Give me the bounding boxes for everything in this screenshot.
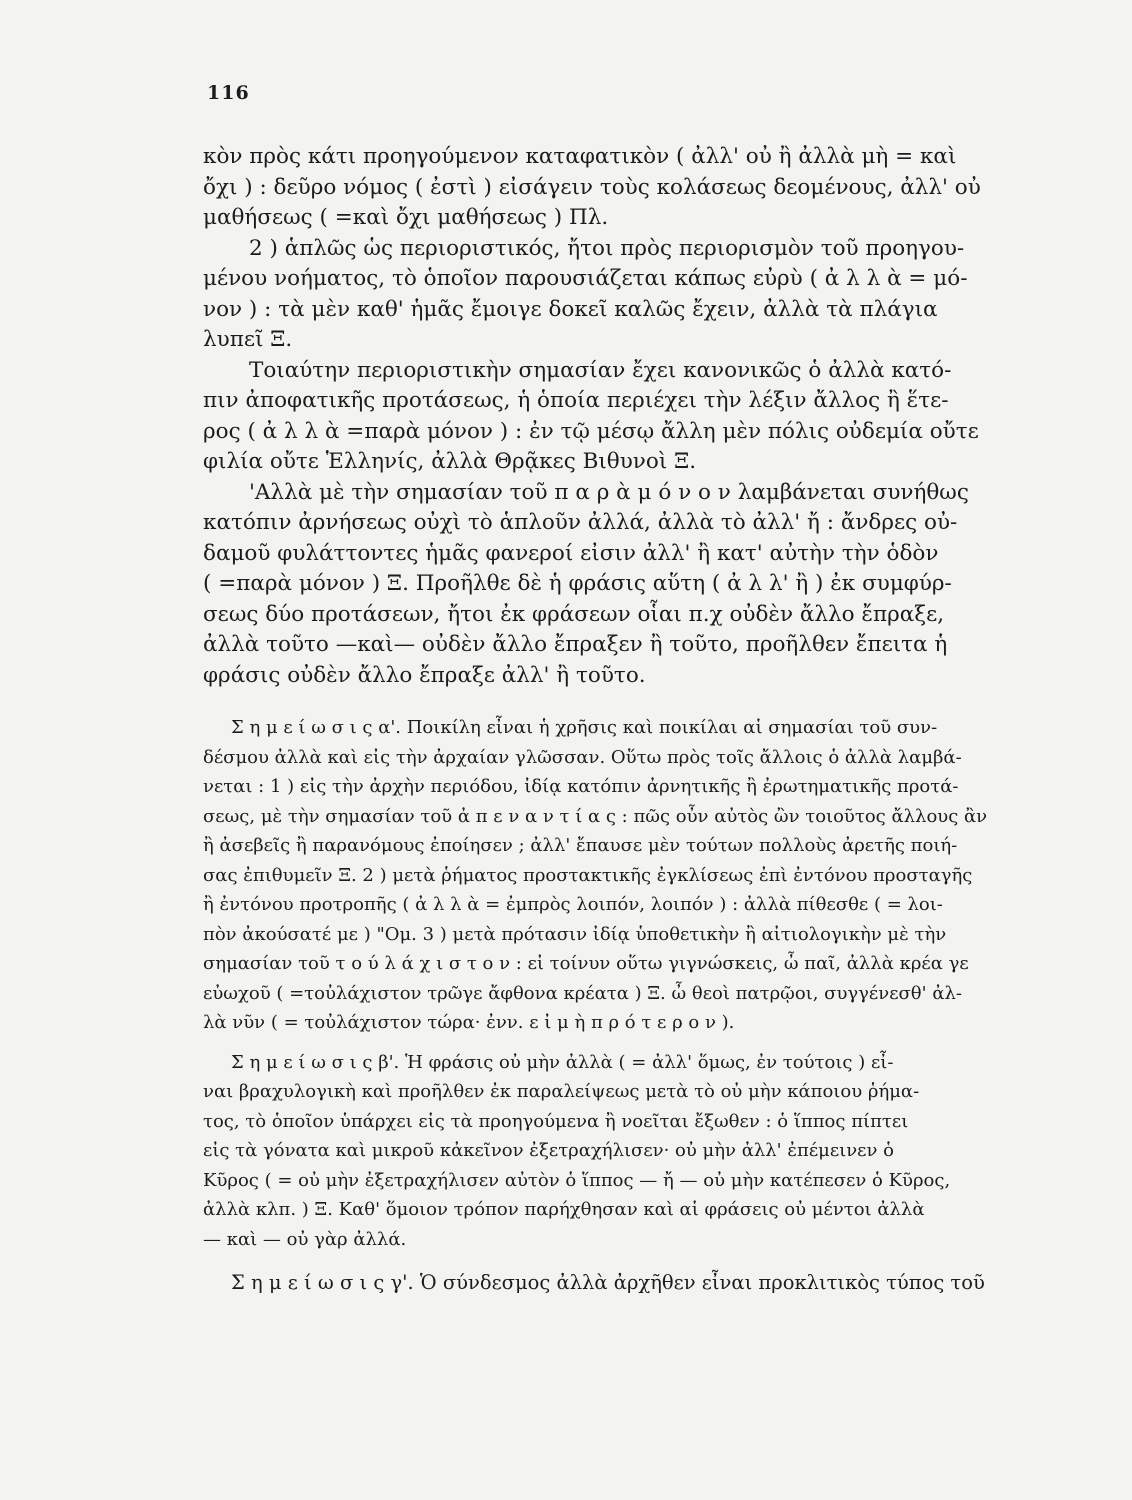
text-line: 'Αλλὰ μὲ τὴν σημασίαν τοῦ π α ρ ὰ μ ό ν ο ν λαμβάνεται συνήθως	[249, 479, 969, 505]
note-line: τος, τὸ ὁποῖον ὑπάρχει εἰς τὰ προηγούμενα ἢ νοεῖται ἔξωθεν : ὁ ἵππος πίπτει	[203, 1110, 909, 1132]
note-line: ναι βραχυλογικὴ καὶ προῆλθεν ἐκ παραλείψεως μετὰ τὸ οὐ μὴν κάποιου ῥήμα-	[203, 1081, 920, 1102]
paragraph	[203, 234, 1043, 356]
note-line: πὸν ἀκούσατέ με ) "Ομ. 3 ) μετὰ πρότασιν ἰδίᾳ ὑποθετικὴν ἢ αἰτιολογικὴν μὲ τὴν	[203, 923, 947, 945]
text-line: 2 ) ἁπλῶς ὡς περιοριστικός, ἤτοι πρὸς περιορισμὸν τοῦ προηγου-	[249, 235, 965, 261]
note-line: Κῦρος ( = οὐ μὴν ἐξετραχήλισεν αὐτὸν ὁ ἵππος — ἤ — οὐ μὴν κατέπεσεν ὁ Κῦρος,	[203, 1169, 951, 1191]
paragraph	[203, 142, 1043, 234]
notes-section	[203, 713, 1043, 1298]
text-line: σεως δύο προτάσεων, ἤτοι ἐκ φράσεων οἷαι π.χ οὐδὲν ἄλλο ἔπραξε,	[203, 601, 945, 627]
text-line: κατόπιν ἀρνήσεως οὐχὶ τὸ ἁπλοῦν ἀλλά, ἀλλὰ τὸ ἀλλ' ἤ : ἄνδρες οὐ-	[203, 510, 958, 535]
note-line: σεως, μὲ τὴν σημασίαν τοῦ ἀ π ε ν α ν τ ί α ς : πῶς οὖν αὐτὸς ὢν τοιοῦτος ἄλλους ἂν	[203, 805, 988, 827]
note-beta	[203, 1048, 1043, 1255]
note-line: λὰ νῦν ( = τοὐλάχιστον τώρα· ἐνν. ε ἰ μ ὴ π ρ ό τ ε ρ ο ν ).	[203, 1012, 735, 1033]
paragraph	[203, 356, 1043, 478]
note-line: νεται : 1 ) εἰς τὴν ἀρχὴν περιόδου, ἰδίᾳ κατόπιν ἀρνητικῆς ἢ ἐρωτηματικῆς προτά-	[203, 776, 959, 797]
page-number: 116	[207, 82, 250, 104]
note-line: ἢ ἀσεβεῖς ἢ παρανόμους ἐποίησεν ; ἀλλ' ἔπαυσε μὲν τούτων πολλοὺς ἀρετῆς ποιή-	[203, 835, 958, 856]
text-line: Τοιαύτην περιοριστικὴν σημασίαν ἔχει κανονικῶς ὁ ἀλλὰ κατό-	[249, 357, 952, 383]
note-line: ἀλλὰ κλπ. ) Ξ. Καθ' ὅμοιον τρόπον παρήχθησαν καὶ αἱ φράσεις οὐ μέντοι ἀλλὰ	[203, 1199, 925, 1220]
note-alpha	[203, 713, 1043, 1038]
note-line: δέσμου ἀλλὰ καὶ εἰς τὴν ἀρχαίαν γλῶσσαν. Οὕτω πρὸς τοῖς ἄλλοις ὁ ἀλλὰ λαμβά-	[203, 746, 962, 768]
paragraph	[203, 478, 1043, 692]
text-line: ὄχι ) : δεῦρο νόμος ( ἐστὶ ) εἰσάγειν τοὺς κολάσεως δεομένους, ἀλλ' οὐ	[203, 174, 981, 200]
text-line: μένου νοήματος, τὸ ὁποῖον παρουσιάζεται κάπως εὐρὺ ( ἀ λ λ ὰ = μό-	[203, 266, 968, 291]
note-gamma	[203, 1268, 1043, 1298]
body-text	[203, 142, 1043, 1308]
text-line: νον ) : τὰ μὲν καθ' ἡμᾶς ἔμοιγε δοκεῖ καλῶς ἔχειν, ἀλλὰ τὰ πλάγια	[203, 296, 938, 322]
text-line: ἀλλὰ τοῦτο —καὶ— οὐδὲν ἄλλο ἔπραξεν ἢ τοῦτο, προῆλθεν ἔπειτα ἡ	[203, 632, 948, 657]
text-line: φράσις οὐδὲν ἄλλο ἔπραξε ἀλλ' ἢ τοῦτο.	[203, 662, 646, 688]
note-line: εὐωχοῦ ( =τοὐλάχιστον τρῶγε ἄφθονα κρέατα ) Ξ. ὦ θεοὶ πατρῷοι, συγγένεσθ' ἀλ-	[203, 982, 962, 1004]
note-line: σας ἐπιθυμεῖν Ξ. 2 ) μετὰ ῥήματος προστακτικῆς ἐγκλίσεως ἐπὶ ἐντόνου προσταγῆς	[203, 864, 973, 886]
text-line: μαθήσεως ( =καὶ ὄχι μαθήσεως ) Πλ.	[203, 205, 609, 230]
note-line: σημασίαν τοῦ τ ο ύ λ ά χ ι σ τ ο ν : εἰ τοίνυν οὕτω γιγνώσκεις, ὦ παῖ, ἀλλὰ κρέα γε	[203, 953, 969, 974]
text-line: ρος ( ἀ λ λ ὰ =παρὰ μόνον ) : ἐν τῷ μέσῳ ἄλλη μὲν πόλις οὐδεμία οὔτε	[203, 418, 979, 444]
note-line: εἰς τὰ γόνατα καὶ μικροῦ κἀκεῖνον ἐξετραχήλισεν· οὐ μὴν ἀλλ' ἐπέμεινεν ὁ	[203, 1140, 895, 1161]
note-line: Σ η μ ε ί ω σ ι ς γ'. Ὁ σύνδεσμος ἀλλὰ ἀρχῆθεν εἶναι προκλιτικὸς τύπος τοῦ	[231, 1271, 985, 1294]
note-line: Σ η μ ε ί ω σ ι ς α'. Ποικίλη εἶναι ἡ χρῆσις καὶ ποικίλαι αἱ σημασίαι τοῦ συν-	[231, 717, 938, 738]
text-line: κὸν πρὸς κάτι προηγούμενον καταφατικὸν ( ἀλλ' οὐ ἢ ἀλλὰ μὴ = καὶ	[203, 144, 957, 169]
text-line: φιλία οὔτε Ἑλληνίς, ἀλλὰ Θρᾷκες Βιθυνοὶ Ξ.	[203, 449, 697, 474]
note-line: Σ η μ ε ί ω σ ι ς β'. Ἡ φράσις οὐ μὴν ἀλλὰ ( = ἀλλ' ὅμως, ἐν τούτοις ) εἶ-	[231, 1051, 894, 1073]
text-line: δαμοῦ φυλάττοντες ἡμᾶς φανεροί εἰσιν ἀλλ' ἢ κατ' αὐτὴν τὴν ὁδὸν	[203, 540, 939, 566]
note-line: — καὶ — οὐ γὰρ ἀλλά.	[203, 1228, 407, 1250]
text-line: πιν ἀποφατικῆς προτάσεως, ἡ ὁποία περιέχει τὴν λέξιν ἄλλος ἢ ἕτε-	[203, 388, 949, 413]
note-line: ἢ ἐντόνου προτροπῆς ( ἀ λ λ ὰ = ἐμπρὸς λοιπόν, λοιπόν ) : ἀλλὰ πίθεσθε ( = λοι-	[203, 894, 943, 915]
text-line: λυπεῖ Ξ.	[203, 327, 293, 352]
text-line: ( =παρὰ μόνον ) Ξ. Προῆλθε δὲ ἡ φράσις αὕτη ( ἀ λ λ' ἢ ) ἐκ συμφύρ-	[203, 571, 952, 596]
